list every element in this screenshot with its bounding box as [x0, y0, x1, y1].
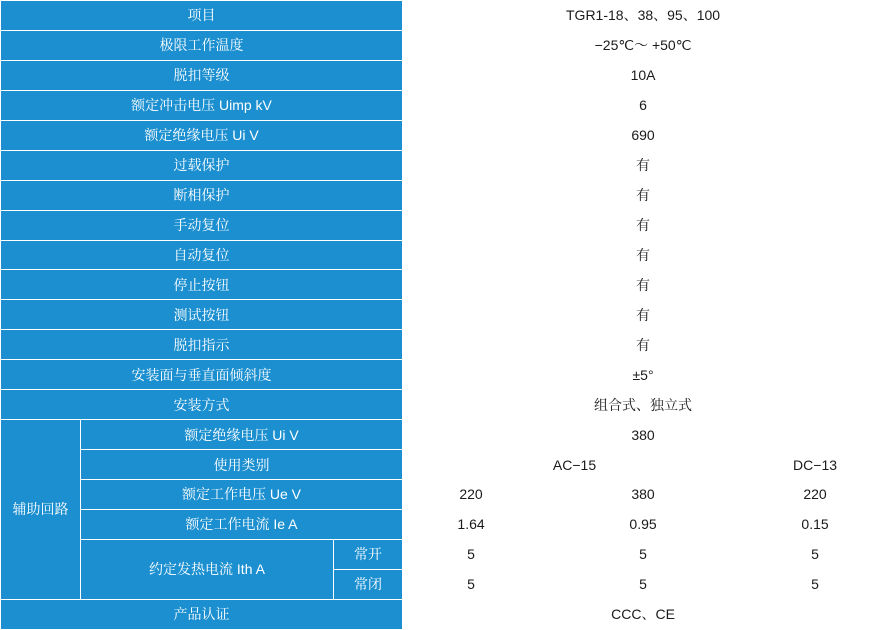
aux-thermal-row [1, 539, 883, 569]
row-label: 额定绝缘电压 Ui V [1, 120, 403, 150]
row-label: 项目 [1, 1, 403, 31]
row-value: 690 [403, 120, 883, 150]
table-row [1, 390, 883, 420]
table-row [1, 360, 883, 390]
row-label: 脱扣指示 [1, 330, 403, 360]
aux-row-value: DC−13 [747, 450, 883, 480]
thermal-sublabel: 常开 [334, 539, 403, 569]
row-label: 脱扣等级 [1, 60, 403, 90]
row-label: 过载保护 [1, 150, 403, 180]
row-label: 安装方式 [1, 390, 403, 420]
table-body [1, 1, 883, 630]
table-row [1, 210, 883, 240]
aux-row-label: 额定工作电压 Ue V [81, 480, 403, 510]
table-row [1, 1, 883, 31]
table-row [1, 90, 883, 120]
row-label: 停止按钮 [1, 270, 403, 300]
table-row [1, 240, 883, 270]
row-value: 有 [403, 330, 883, 360]
row-value: 6 [403, 90, 883, 120]
row-label: 极限工作温度 [1, 30, 403, 60]
thermal-value: 5 [540, 539, 747, 569]
table-row [1, 270, 883, 300]
thermal-value: 5 [747, 539, 883, 569]
row-value: 有 [403, 180, 883, 210]
row-value: TGR1-18、38、95、100 [403, 1, 883, 31]
aux-row-value: 1.64 [403, 509, 540, 539]
aux-row-label: 额定工作电流 Ie A [81, 509, 403, 539]
row-value: ±5° [403, 360, 883, 390]
table-row [1, 150, 883, 180]
row-value: 有 [403, 210, 883, 240]
footer-label: 产品认证 [1, 599, 403, 629]
table-row [1, 300, 883, 330]
footer-value: CCC、CE [403, 599, 883, 629]
aux-row-value: 220 [747, 480, 883, 510]
thermal-value: 5 [403, 569, 540, 599]
aux-row-value: 220 [403, 480, 540, 510]
row-value: 10A [403, 60, 883, 90]
aux-row-label: 额定绝缘电压 Ui V [81, 420, 403, 450]
aux-row [1, 450, 883, 480]
aux-row-value: AC−15 [403, 450, 747, 480]
row-value: −25℃～ +50℃ [403, 30, 883, 60]
table-row [1, 180, 883, 210]
thermal-value: 5 [540, 569, 747, 599]
table-row [1, 60, 883, 90]
row-label: 自动复位 [1, 240, 403, 270]
table-row [1, 30, 883, 60]
thermal-value: 5 [403, 539, 540, 569]
thermal-sublabel: 常闭 [334, 569, 403, 599]
row-label: 额定冲击电压 Uimp kV [1, 90, 403, 120]
aux-row-value: 0.15 [747, 509, 883, 539]
thermal-label: 约定发热电流 Ith A [81, 539, 334, 599]
row-label: 测试按钮 [1, 300, 403, 330]
aux-row-value: 380 [540, 480, 747, 510]
row-label: 手动复位 [1, 210, 403, 240]
row-value: 有 [403, 300, 883, 330]
aux-side-label: 辅助回路 [1, 420, 81, 600]
row-value: 有 [403, 150, 883, 180]
row-value: 组合式、独立式 [403, 390, 883, 420]
aux-row-value: 380 [403, 420, 883, 450]
table-row [1, 120, 883, 150]
row-value: 有 [403, 240, 883, 270]
aux-row [1, 480, 883, 510]
aux-row-value: 0.95 [540, 509, 747, 539]
row-label: 断相保护 [1, 180, 403, 210]
table-row [1, 599, 883, 629]
row-value: 有 [403, 270, 883, 300]
aux-row [1, 420, 883, 450]
thermal-value: 5 [747, 569, 883, 599]
table-row [1, 330, 883, 360]
aux-row [1, 509, 883, 539]
aux-row-label: 使用类别 [81, 450, 403, 480]
row-label: 安装面与垂直面倾斜度 [1, 360, 403, 390]
